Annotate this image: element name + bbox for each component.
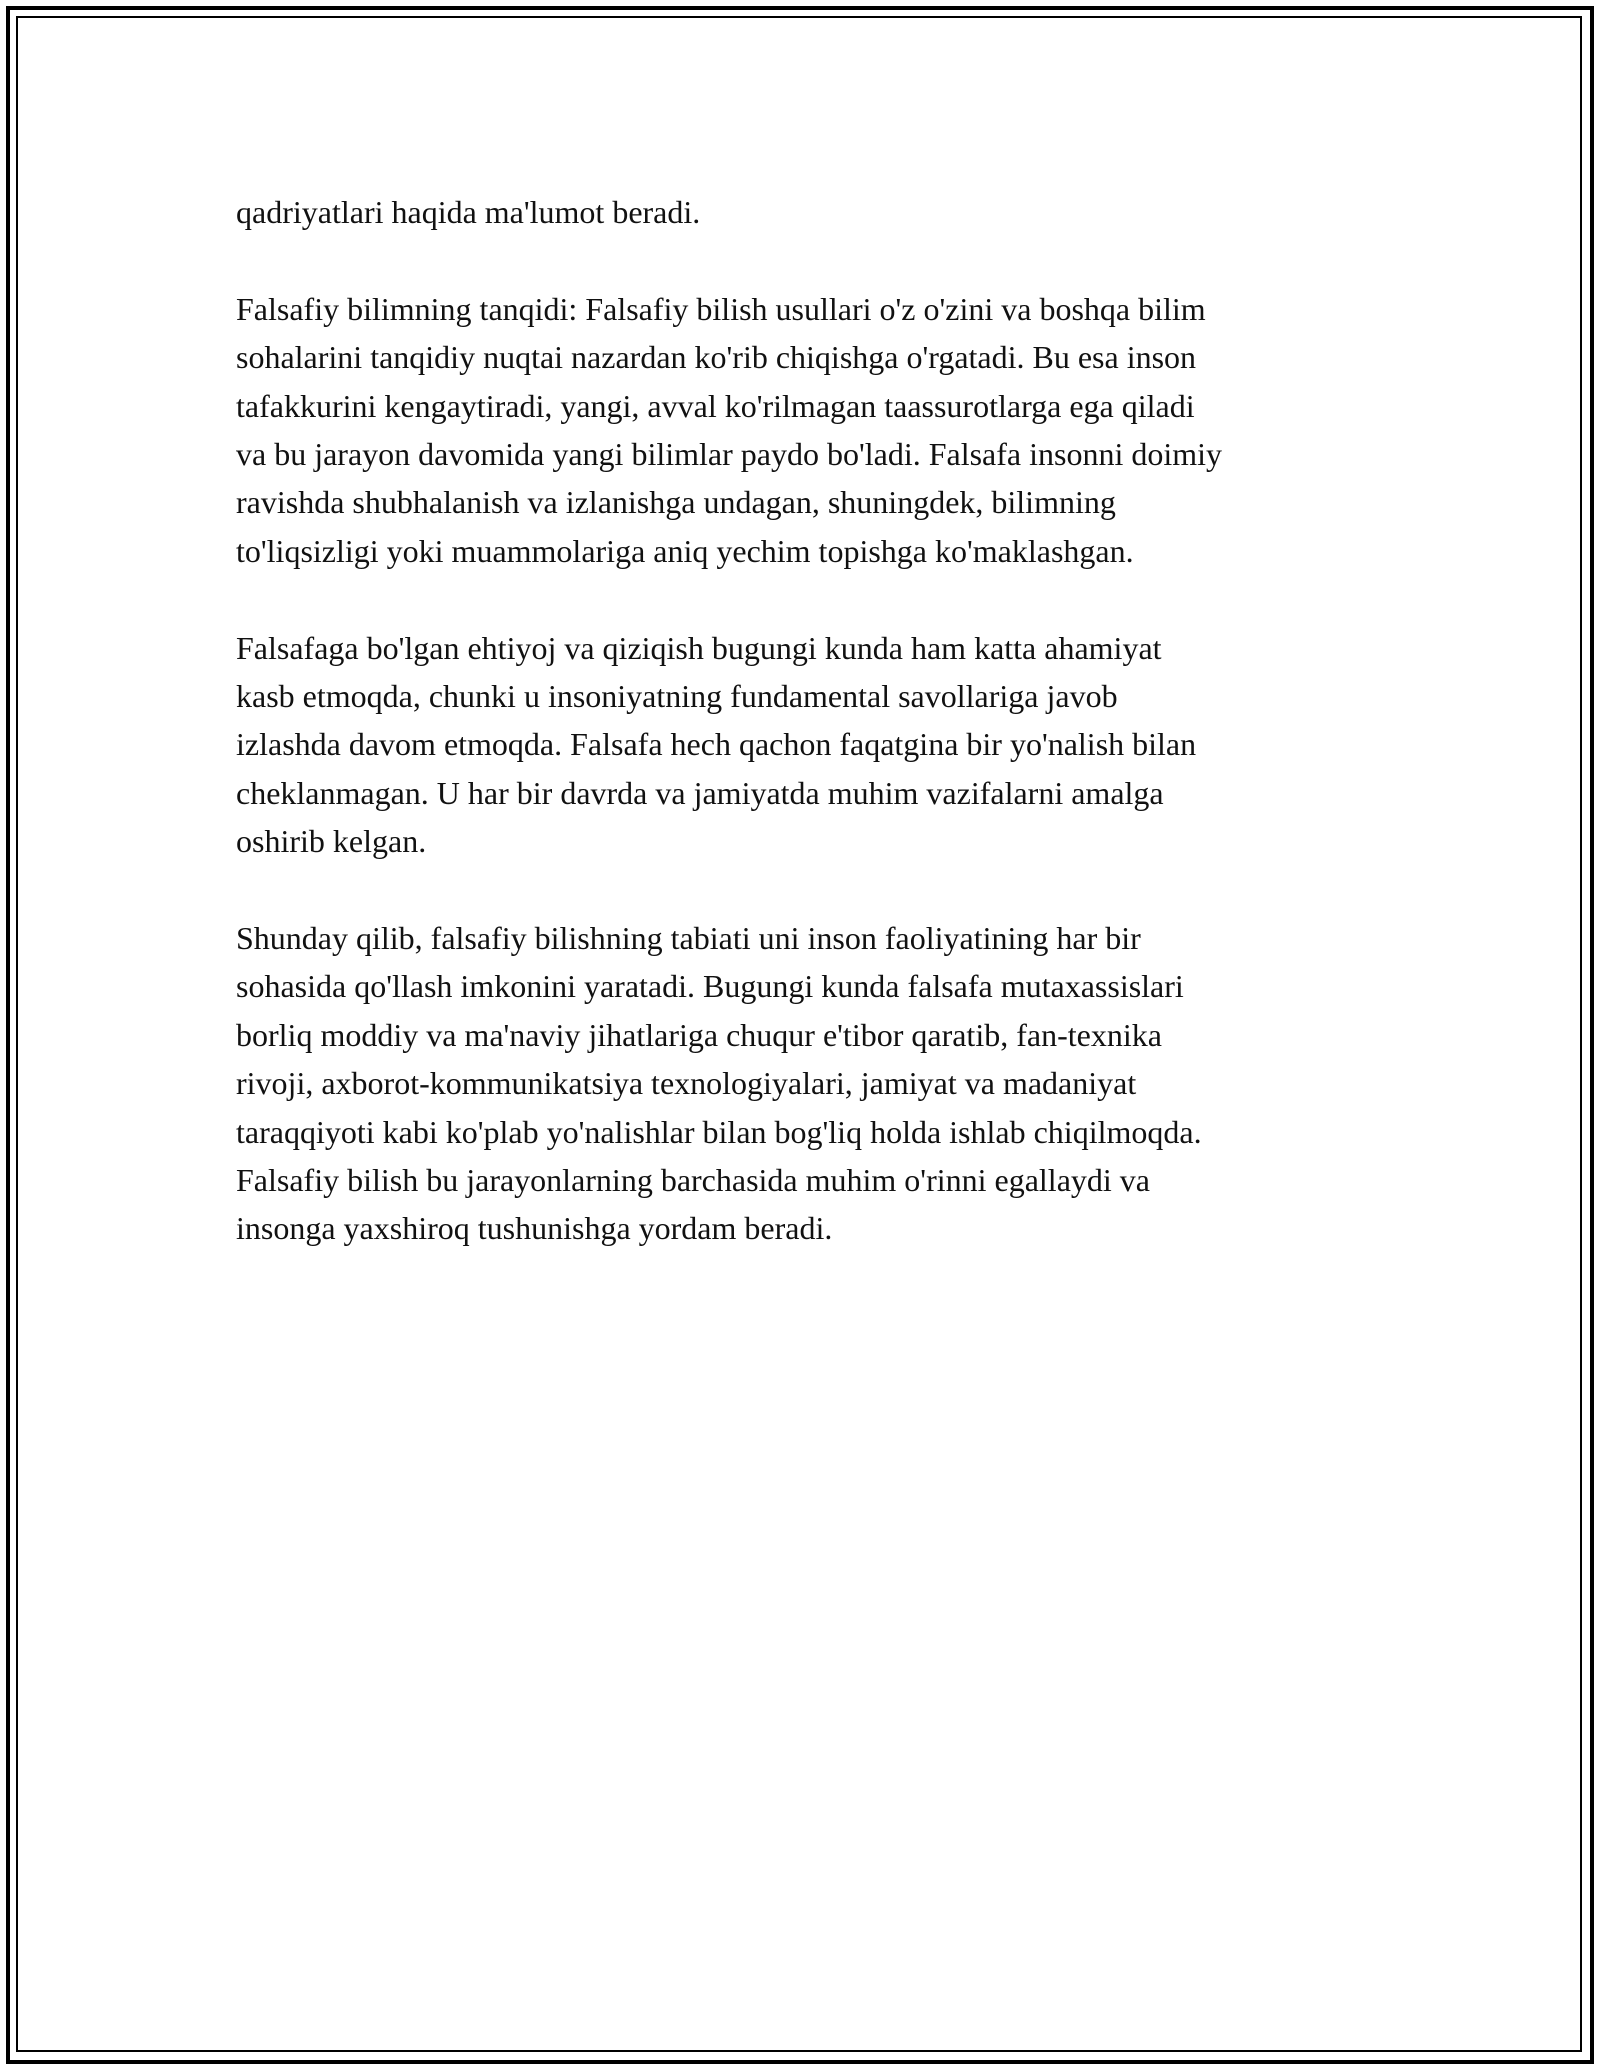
text-line: ravishda shubhalanish va izlanishga undagan, shuningdek, bilimning xyxy=(236,484,1116,521)
text-line: sohalarini tanqidiy nuqtai nazardan ko'rib chiqishga o'rgatadi. Bu esa inson xyxy=(236,339,1197,376)
text-line: sohasida qo'llash imkonini yaratadi. Bugungi kunda falsafa mutaxassislari xyxy=(236,968,1184,1005)
text-line: tafakkurini kengaytiradi, yangi, avval ko'rilmagan taassurotlarga ega qiladi xyxy=(236,387,1195,424)
text-line: va bu jarayon davomida yangi bilimlar paydo bo'ladi. Falsafa insonni doimiy xyxy=(236,436,1223,473)
text-line: oshirib kelgan. xyxy=(236,823,427,860)
text-line: insonga yaxshiroq tushunishga yordam beradi. xyxy=(236,1210,833,1247)
text-line: izlashda davom etmoqda. Falsafa hech qachon faqatgina bir yo'nalish bilan xyxy=(236,726,1197,763)
paragraph-4 xyxy=(236,914,1376,1253)
text-line: Shunday qilib, falsafiy bilishning tabiati uni inson faoliyatining har bir xyxy=(236,920,1141,957)
text-line: to'liqsizligi yoki muammolariga aniq yechim topishga ko'maklashgan. xyxy=(236,532,1134,569)
text-line: Falsafiy bilimning tanqidi: Falsafiy bilish usullari o'z o'zini va boshqa bilim xyxy=(236,290,1206,327)
text-line: kasb etmoqda, chunki u insoniyatning fundamental savollariga javob xyxy=(236,678,1118,715)
text-line: rivoji, axborot-kommunikatsiya texnologiyalari, jamiyat va madaniyat xyxy=(236,1065,1137,1102)
paragraph-2 xyxy=(236,285,1376,575)
document-body xyxy=(236,188,1376,1301)
text-line: qadriyatlari haqida ma'lumot beradi. xyxy=(236,194,701,230)
text-line: Falsafiy bilish bu jarayonlarning barchasida muhim o'rinni egallaydi va xyxy=(236,1162,1150,1199)
text-line: taraqqiyoti kabi ko'plab yo'nalishlar bilan bog'liq holda ishlab chiqilmoqda. xyxy=(236,1113,1202,1150)
text-line: borliq moddiy va ma'naviy jihatlariga chuqur e'tibor qaratib, fan-texnika xyxy=(236,1016,1162,1053)
paragraph-3 xyxy=(236,624,1376,866)
text-line: cheklanmagan. U har bir davrda va jamiyatda muhim vazifalarni amalga xyxy=(236,774,1164,811)
paragraph-1 xyxy=(236,188,1376,236)
text-line: Falsafaga bo'lgan ehtiyoj va qiziqish bugungi kunda ham katta ahamiyat xyxy=(236,629,1162,666)
